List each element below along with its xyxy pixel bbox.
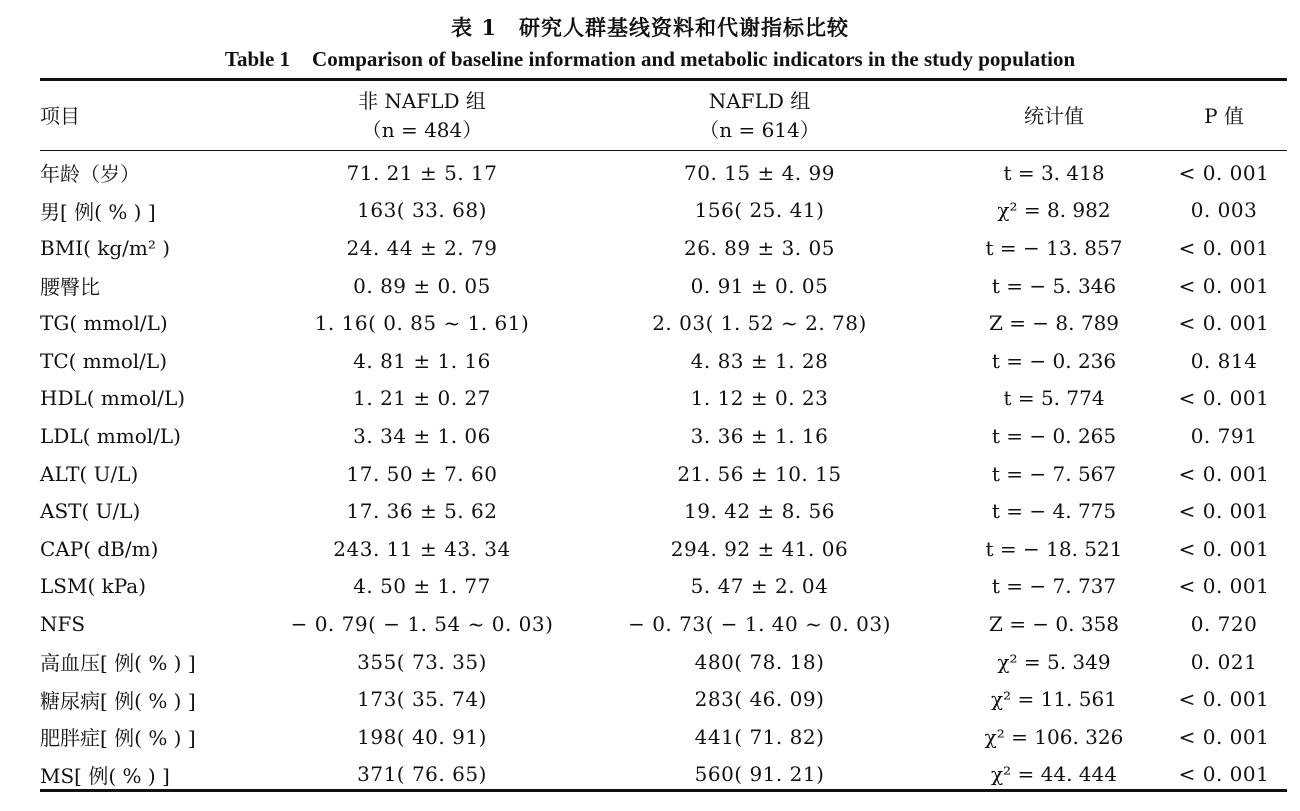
- header-non-nafld: [272, 82, 572, 150]
- cell-non-nafld: 1. 16( 0. 85 ~ 1. 61): [314, 311, 530, 336]
- cell-non-nafld: 355( 73. 35): [357, 649, 487, 674]
- cell-item: MS[ 例( % ) ]: [40, 763, 170, 788]
- cell-p-value: < 0. 001: [1178, 536, 1270, 561]
- cell-non-nafld: 163( 33. 68): [357, 198, 487, 223]
- cell-item: BMI( kg/m² ): [40, 235, 171, 260]
- cell-nafld: 480( 78. 18): [694, 649, 825, 674]
- cell-non-nafld: 24. 44 ± 2. 79: [346, 235, 498, 260]
- cell-non-nafld: 4. 81 ± 1. 16: [353, 348, 491, 373]
- header-nafld-label: NAFLD 组: [708, 89, 811, 113]
- cell-nafld: 441( 71. 82): [694, 724, 825, 749]
- table-row: [40, 718, 1287, 756]
- cell-nafld: 156( 25. 41): [694, 198, 825, 223]
- cell-item: 糖尿病[ 例( % ) ]: [40, 688, 196, 713]
- cell-non-nafld: 3. 34 ± 1. 06: [353, 423, 491, 448]
- cell-item: TG( mmol/L): [40, 311, 168, 336]
- table-row: [40, 192, 1287, 230]
- table-row: [40, 756, 1287, 794]
- cell-statistic: t = − 4. 775: [991, 499, 1117, 524]
- cell-nafld: 21. 56 ± 10. 15: [677, 461, 842, 486]
- cell-statistic: χ² = 11. 561: [991, 687, 1117, 712]
- cell-nafld: 19. 42 ± 8. 56: [684, 499, 835, 524]
- cell-nafld: − 0. 73( − 1. 40 ~ 0. 03): [628, 611, 891, 636]
- cell-statistic: t = − 7. 737: [991, 574, 1117, 599]
- data-table: [40, 82, 1287, 793]
- table-row: [40, 492, 1287, 530]
- cell-nafld: 283( 46. 09): [694, 687, 825, 712]
- cell-nafld: 560( 91. 21): [694, 762, 825, 787]
- table-title-english: [0, 47, 1300, 72]
- cell-p-value: < 0. 001: [1178, 687, 1270, 712]
- cell-item: LDL( mmol/L): [40, 423, 181, 448]
- table-row: [40, 680, 1287, 718]
- table-row: [40, 605, 1287, 643]
- cell-item: TC( mmol/L): [40, 348, 167, 373]
- cell-statistic: t = 5. 774: [1003, 386, 1105, 411]
- cell-p-value: 0. 791: [1190, 423, 1258, 448]
- cell-item: 肥胖症[ 例( % ) ]: [40, 726, 196, 751]
- cell-statistic: Z = − 8. 789: [988, 311, 1120, 336]
- table-row: [40, 154, 1287, 192]
- table-row: [40, 568, 1287, 606]
- table-row: [40, 342, 1287, 380]
- cell-non-nafld: 71. 21 ± 5. 17: [346, 160, 498, 185]
- cell-statistic: t = − 0. 265: [991, 423, 1117, 448]
- cell-p-value: 0. 720: [1190, 611, 1258, 636]
- cell-statistic: χ² = 8. 982: [997, 198, 1111, 223]
- header-nafld: [572, 82, 947, 150]
- cell-p-value: 0. 003: [1190, 198, 1258, 223]
- cell-item: HDL( mmol/L): [40, 386, 186, 411]
- cell-item: LSM( kPa): [40, 574, 147, 599]
- cell-p-value: < 0. 001: [1178, 386, 1270, 411]
- cell-p-value: < 0. 001: [1178, 235, 1270, 260]
- table-body: [40, 150, 1287, 793]
- cell-non-nafld: 17. 50 ± 7. 60: [346, 461, 498, 486]
- cell-item: AST( U/L): [40, 499, 141, 524]
- cell-nafld: 4. 83 ± 1. 28: [690, 348, 829, 373]
- cell-statistic: t = − 0. 236: [991, 348, 1117, 373]
- table-header: [40, 82, 1287, 150]
- cell-statistic: t = − 18. 521: [985, 536, 1123, 561]
- cell-statistic: t = − 13. 857: [985, 235, 1123, 260]
- cell-p-value: < 0. 001: [1178, 762, 1270, 787]
- cell-nafld: 1. 12 ± 0. 23: [690, 386, 829, 411]
- cell-non-nafld: 371( 76. 65): [357, 762, 487, 787]
- cell-p-value: < 0. 001: [1178, 574, 1270, 599]
- cell-nafld: 2. 03( 1. 52 ~ 2. 78): [652, 311, 867, 336]
- cell-item: ALT( U/L): [40, 461, 139, 486]
- table-label: Table 1: [224, 47, 291, 71]
- cell-p-value: 0. 814: [1190, 348, 1258, 373]
- top-rule: [40, 78, 1287, 81]
- cell-p-value: < 0. 001: [1178, 311, 1270, 336]
- cell-nafld: 70. 15 ± 4. 99: [684, 160, 835, 185]
- cell-non-nafld: 17. 36 ± 5. 62: [346, 499, 498, 524]
- cell-statistic: t = − 7. 567: [991, 461, 1117, 486]
- header-non-nafld-label: 非 NAFLD 组: [358, 89, 486, 113]
- cell-item: 腰臀比: [40, 275, 100, 300]
- cell-p-value: 0. 021: [1190, 649, 1258, 674]
- cell-statistic: χ² = 44. 444: [991, 762, 1117, 787]
- cell-non-nafld: − 0. 79( − 1. 54 ~ 0. 03): [290, 611, 554, 636]
- cell-non-nafld: 0. 89 ± 0. 05: [353, 273, 491, 298]
- cell-item: 高血压[ 例( % ) ]: [40, 651, 196, 676]
- table-row: [40, 530, 1287, 568]
- cell-nafld: 294. 92 ± 41. 06: [670, 536, 849, 561]
- cell-statistic: χ² = 5. 349: [997, 649, 1111, 674]
- cell-non-nafld: 1. 21 ± 0. 27: [353, 386, 491, 411]
- cell-p-value: < 0. 001: [1178, 273, 1270, 298]
- cell-p-value: < 0. 001: [1178, 461, 1270, 486]
- table-row: [40, 304, 1287, 342]
- table-row: [40, 643, 1287, 681]
- cell-nafld: 0. 91 ± 0. 05: [690, 273, 829, 298]
- cell-statistic: t = − 5. 346: [991, 273, 1117, 298]
- cell-non-nafld: 198( 40. 91): [357, 724, 487, 749]
- cell-statistic: t = 3. 418: [1003, 160, 1105, 185]
- cell-item: NFS: [40, 611, 86, 636]
- cell-statistic: χ² = 106. 326: [984, 724, 1124, 749]
- cell-nafld: 3. 36 ± 1. 16: [690, 423, 829, 448]
- cell-p-value: < 0. 001: [1178, 724, 1270, 749]
- table-row: [40, 455, 1287, 493]
- table-title-chinese: 表 1 研究人群基线资料和代谢指标比较: [451, 15, 849, 40]
- cell-item: 年龄（岁）: [40, 162, 140, 187]
- table-row: [40, 380, 1287, 418]
- cell-nafld: 26. 89 ± 3. 05: [684, 235, 835, 260]
- header-statistic: 统计值: [1024, 103, 1084, 128]
- cell-item: 男[ 例( % ) ]: [40, 199, 156, 224]
- cell-p-value: < 0. 001: [1178, 499, 1270, 524]
- header-nafld-n: （n = 614）: [699, 118, 820, 142]
- header-item: 项目: [40, 103, 80, 128]
- header-non-nafld-n: （n = 484）: [361, 118, 483, 142]
- cell-non-nafld: 243. 11 ± 43. 34: [333, 536, 511, 561]
- cell-non-nafld: 4. 50 ± 1. 77: [353, 574, 491, 599]
- cell-statistic: Z = − 0. 358: [988, 611, 1120, 636]
- cell-nafld: 5. 47 ± 2. 04: [690, 574, 829, 599]
- table-row: [40, 229, 1287, 267]
- cell-non-nafld: 173( 35. 74): [357, 687, 487, 712]
- table-row: [40, 417, 1287, 455]
- cell-item: CAP( dB/m): [40, 536, 159, 561]
- table-caption: Comparison of baseline information and metabolic indicators in the study population: [312, 47, 1076, 71]
- cell-p-value: < 0. 001: [1178, 160, 1270, 185]
- table-row: [40, 267, 1287, 305]
- header-p-value: P 值: [1204, 103, 1244, 128]
